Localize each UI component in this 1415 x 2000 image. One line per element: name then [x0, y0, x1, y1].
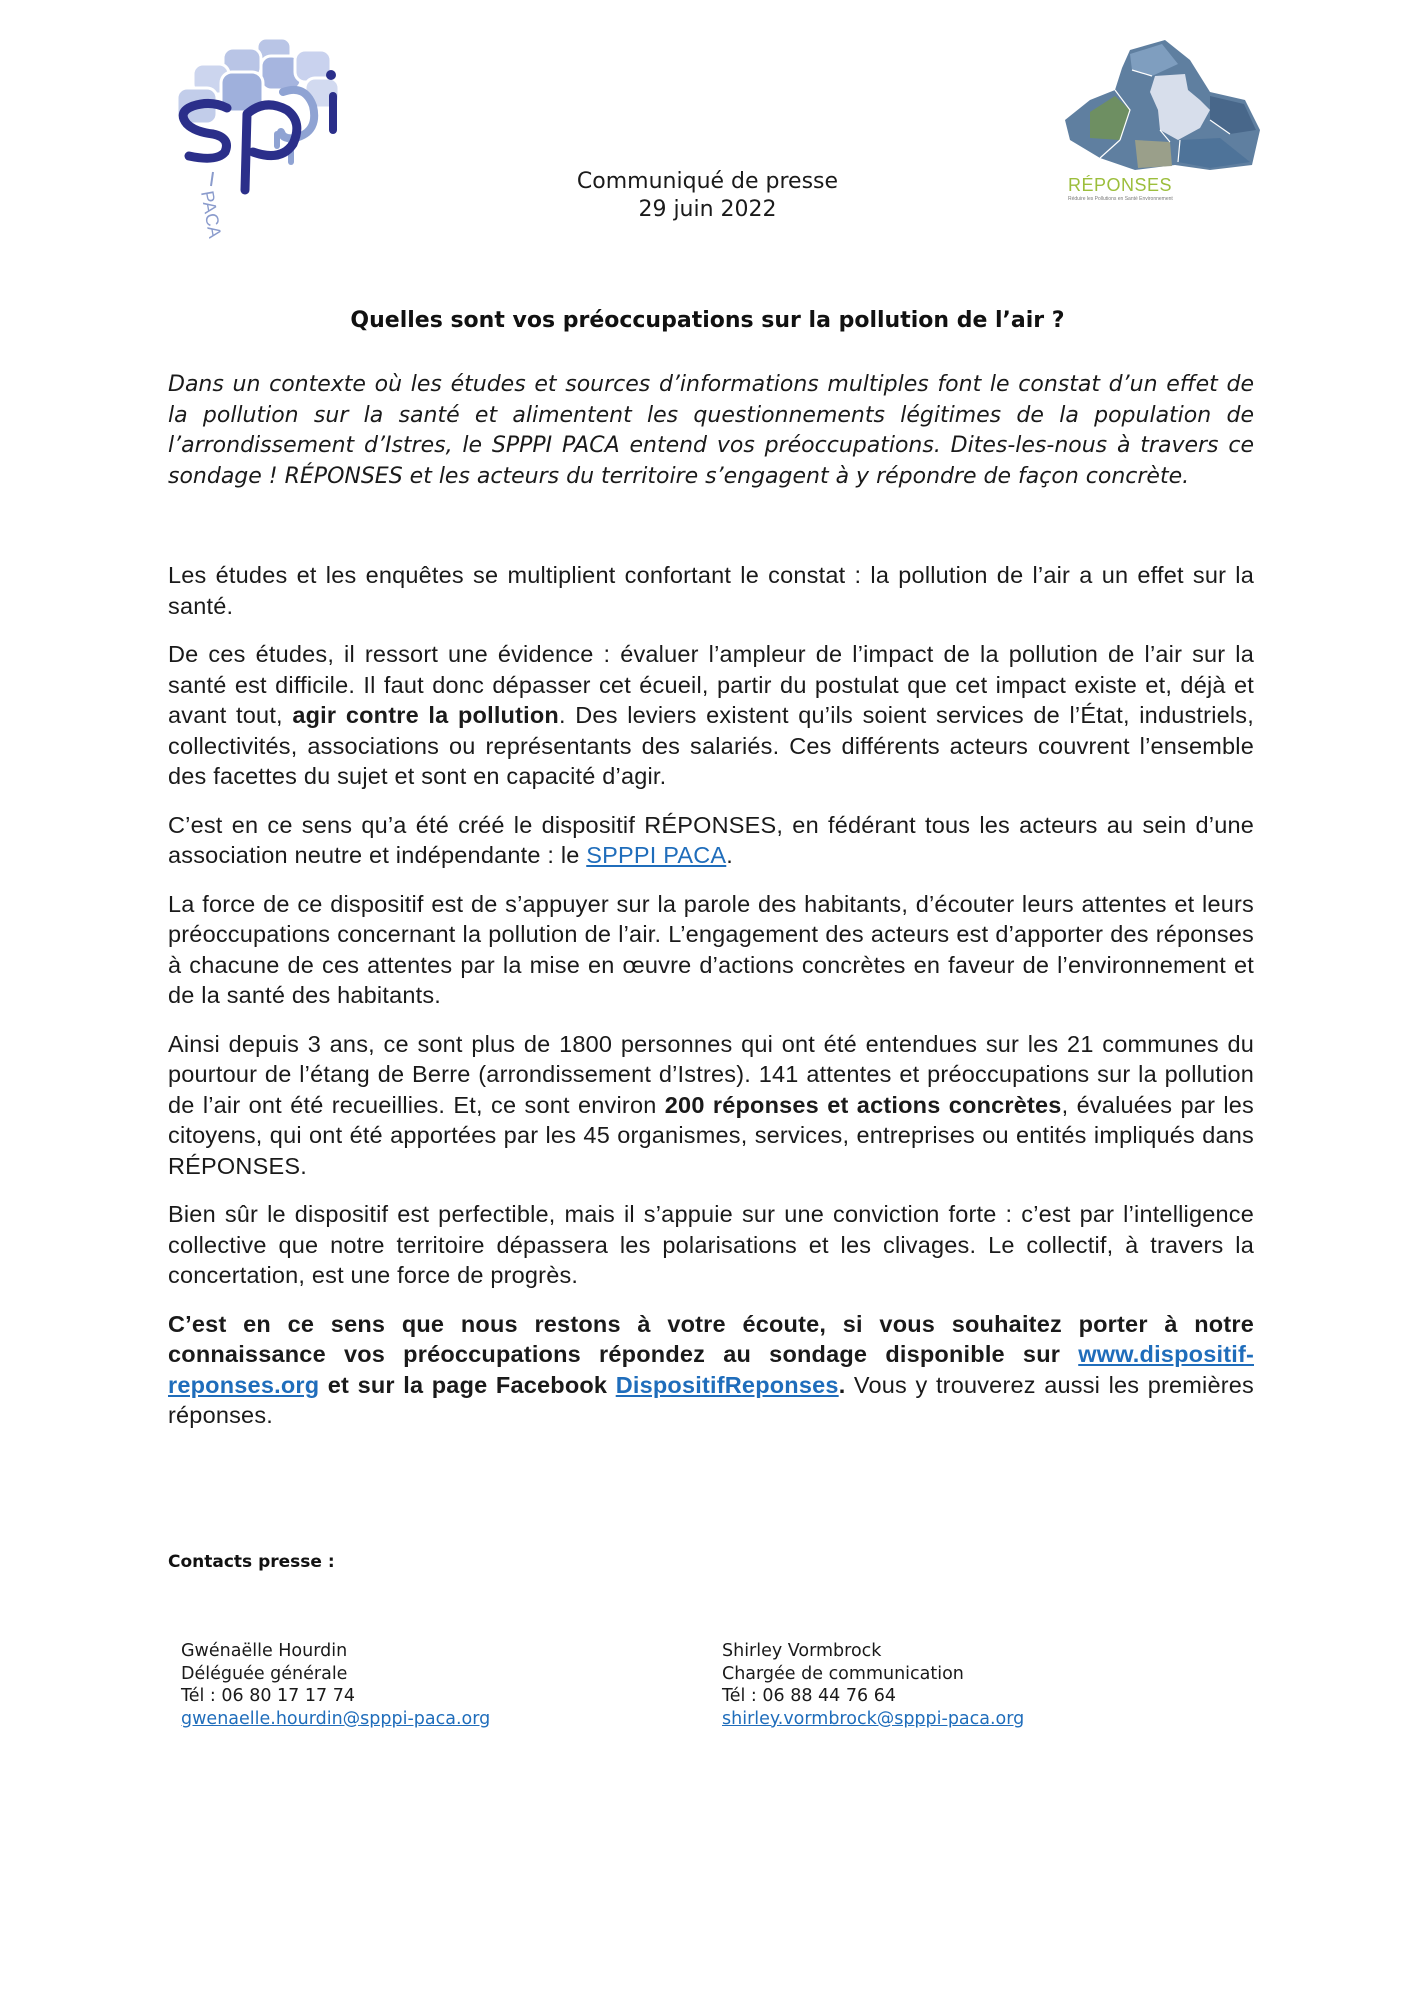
- paragraph-5: [168, 1029, 1254, 1182]
- press-release-date: 29 juin 2022: [638, 197, 777, 222]
- paragraph-7: [168, 1309, 1254, 1431]
- contact-email-link[interactable]: shirley.vormbrock@spppi-paca.org: [722, 1708, 1025, 1729]
- paragraph-2: [168, 639, 1254, 792]
- contact-role: Chargée de communication: [722, 1663, 964, 1684]
- press-release-label: Communiqué de presse: [576, 169, 839, 194]
- document-title: Quelles sont vos préoccupations sur la pollution de l’air ?: [350, 308, 1065, 333]
- contact-card-hourdin: [181, 1640, 490, 1730]
- paragraph-2-text: De ces études, il ressort une évidence : évaluer l’ampleur de l’impact de la pollution de l’air sur la santé est difficile. Il faut donc dépasser cet écueil, partir du postulat que cet impact existe et, déjà et avant tout,: [168, 641, 1254, 728]
- contact-phone: Tél : 06 88 44 76 64: [722, 1686, 896, 1706]
- paragraph-3: [168, 810, 1254, 871]
- paragraph-3-text: C’est en ce sens qu’a été créé le dispositif RÉPONSES, en fédérant tous les acteurs au sein d’une association neutre et indépendante : le: [168, 811, 1254, 868]
- paragraph-5-text-end: , évaluées par les citoyens, qui ont été apportées par les 45 organismes, services, entreprises ou entités impliqués dans RÉPONSES.: [168, 1091, 1255, 1179]
- emphasis-agir: agir contre la pollution: [292, 702, 559, 728]
- website-link[interactable]: www.dispositif-reponses.org: [168, 1341, 1254, 1398]
- spppi-paca-link[interactable]: SPPPI PACA: [586, 842, 727, 868]
- paragraph-3-text-end: .: [726, 842, 733, 868]
- reponses-wordmark: RÉPONSES: [1068, 175, 1173, 195]
- facebook-page-link[interactable]: DispositifReponses: [615, 1371, 839, 1398]
- press-release-header: [0, 168, 1415, 224]
- paragraph-1: Les études et les enquêtes se multiplient confortant le constat : la pollution de l’air a un effet sur la santé.: [168, 562, 1254, 619]
- contact-role: Déléguée générale: [181, 1663, 348, 1684]
- contact-email-link[interactable]: gwenaelle.hourdin@spppi-paca.org: [181, 1708, 491, 1729]
- emphasis-200-reponses: 200 réponses et actions concrètes: [664, 1091, 1062, 1118]
- contact-phone: Tél : 06 80 17 17 74: [181, 1686, 355, 1706]
- paragraph-6: Bien sûr le dispositif est perfectible, mais il s’appuie sur une conviction forte : c’est par l’intelligence collective que notre territoire dépassera les polarisations et les clivages. Le collectif, à travers la concertation, est une force de progrès.: [168, 1201, 1254, 1288]
- paragraph-2-text-end: . Des leviers existent qu’ils soient services de l’État, industriels, collectivités, associations ou représentants des salariés. Ces différents acteurs couvrent l’ensemble des facettes du sujet et sont en capacité d’agir.: [168, 702, 1254, 789]
- reponses-map-icon: [1060, 30, 1265, 180]
- contact-name: Shirley Vormbrock: [722, 1641, 882, 1661]
- document-body: [168, 560, 1254, 1449]
- paca-label: PACA: [197, 189, 226, 240]
- contact-card-vormbrock: [722, 1640, 1024, 1730]
- call-to-action-facebook: et sur la page Facebook: [319, 1371, 616, 1398]
- contact-name: Gwénaëlle Hourdin: [181, 1641, 348, 1661]
- call-to-action-text: C’est en ce sens que nous restons à votre écoute, si vous souhaitez porter à notre connaissance vos préoccupations répondez au sondage disponible sur: [168, 1310, 1254, 1367]
- paragraph-4: La force de ce dispositif est de s’appuyer sur la parole des habitants, d’écouter leurs attentes et leurs préoccupations concernant la pollution de l’air. L’engagement des acteurs est d’apporter des réponses à chacune de ces attentes par la mise en œuvre d’actions concrètes en faveur de l’environnement et de la santé des habitants.: [168, 890, 1254, 1008]
- call-to-action-period: .: [838, 1371, 846, 1398]
- intro-paragraph: Dans un contexte où les études et sources d’informations multiples font le constat d’un effet de la pollution sur la santé et alimentent les questionnements légitimes de la population de l’arrondissement d’Istres, le SPPPI PACA entend vos préoccupations. Dites-les-nous à travers ce sondage ! RÉPONSES et les acteurs du territoire s’engagent à y répondre de façon concrète.: [168, 372, 1254, 489]
- press-contacts-heading: Contacts presse :: [168, 1552, 335, 1572]
- reponses-tagline: Réduire les Pollutions en Santé Environnement: [1068, 196, 1173, 202]
- call-to-action-end: Vous y trouverez aussi les premières réponses.: [168, 1371, 1254, 1428]
- paragraph-5-text: Ainsi depuis 3 ans, ce sont plus de 1800 personnes qui ont été entendues sur les 21 communes du pourtour de l’étang de Berre (arrondissement d’Istres). 141 attentes et préoccupations sur la pollution de l’air ont été recueillies. Et, ce sont environ: [168, 1030, 1254, 1118]
